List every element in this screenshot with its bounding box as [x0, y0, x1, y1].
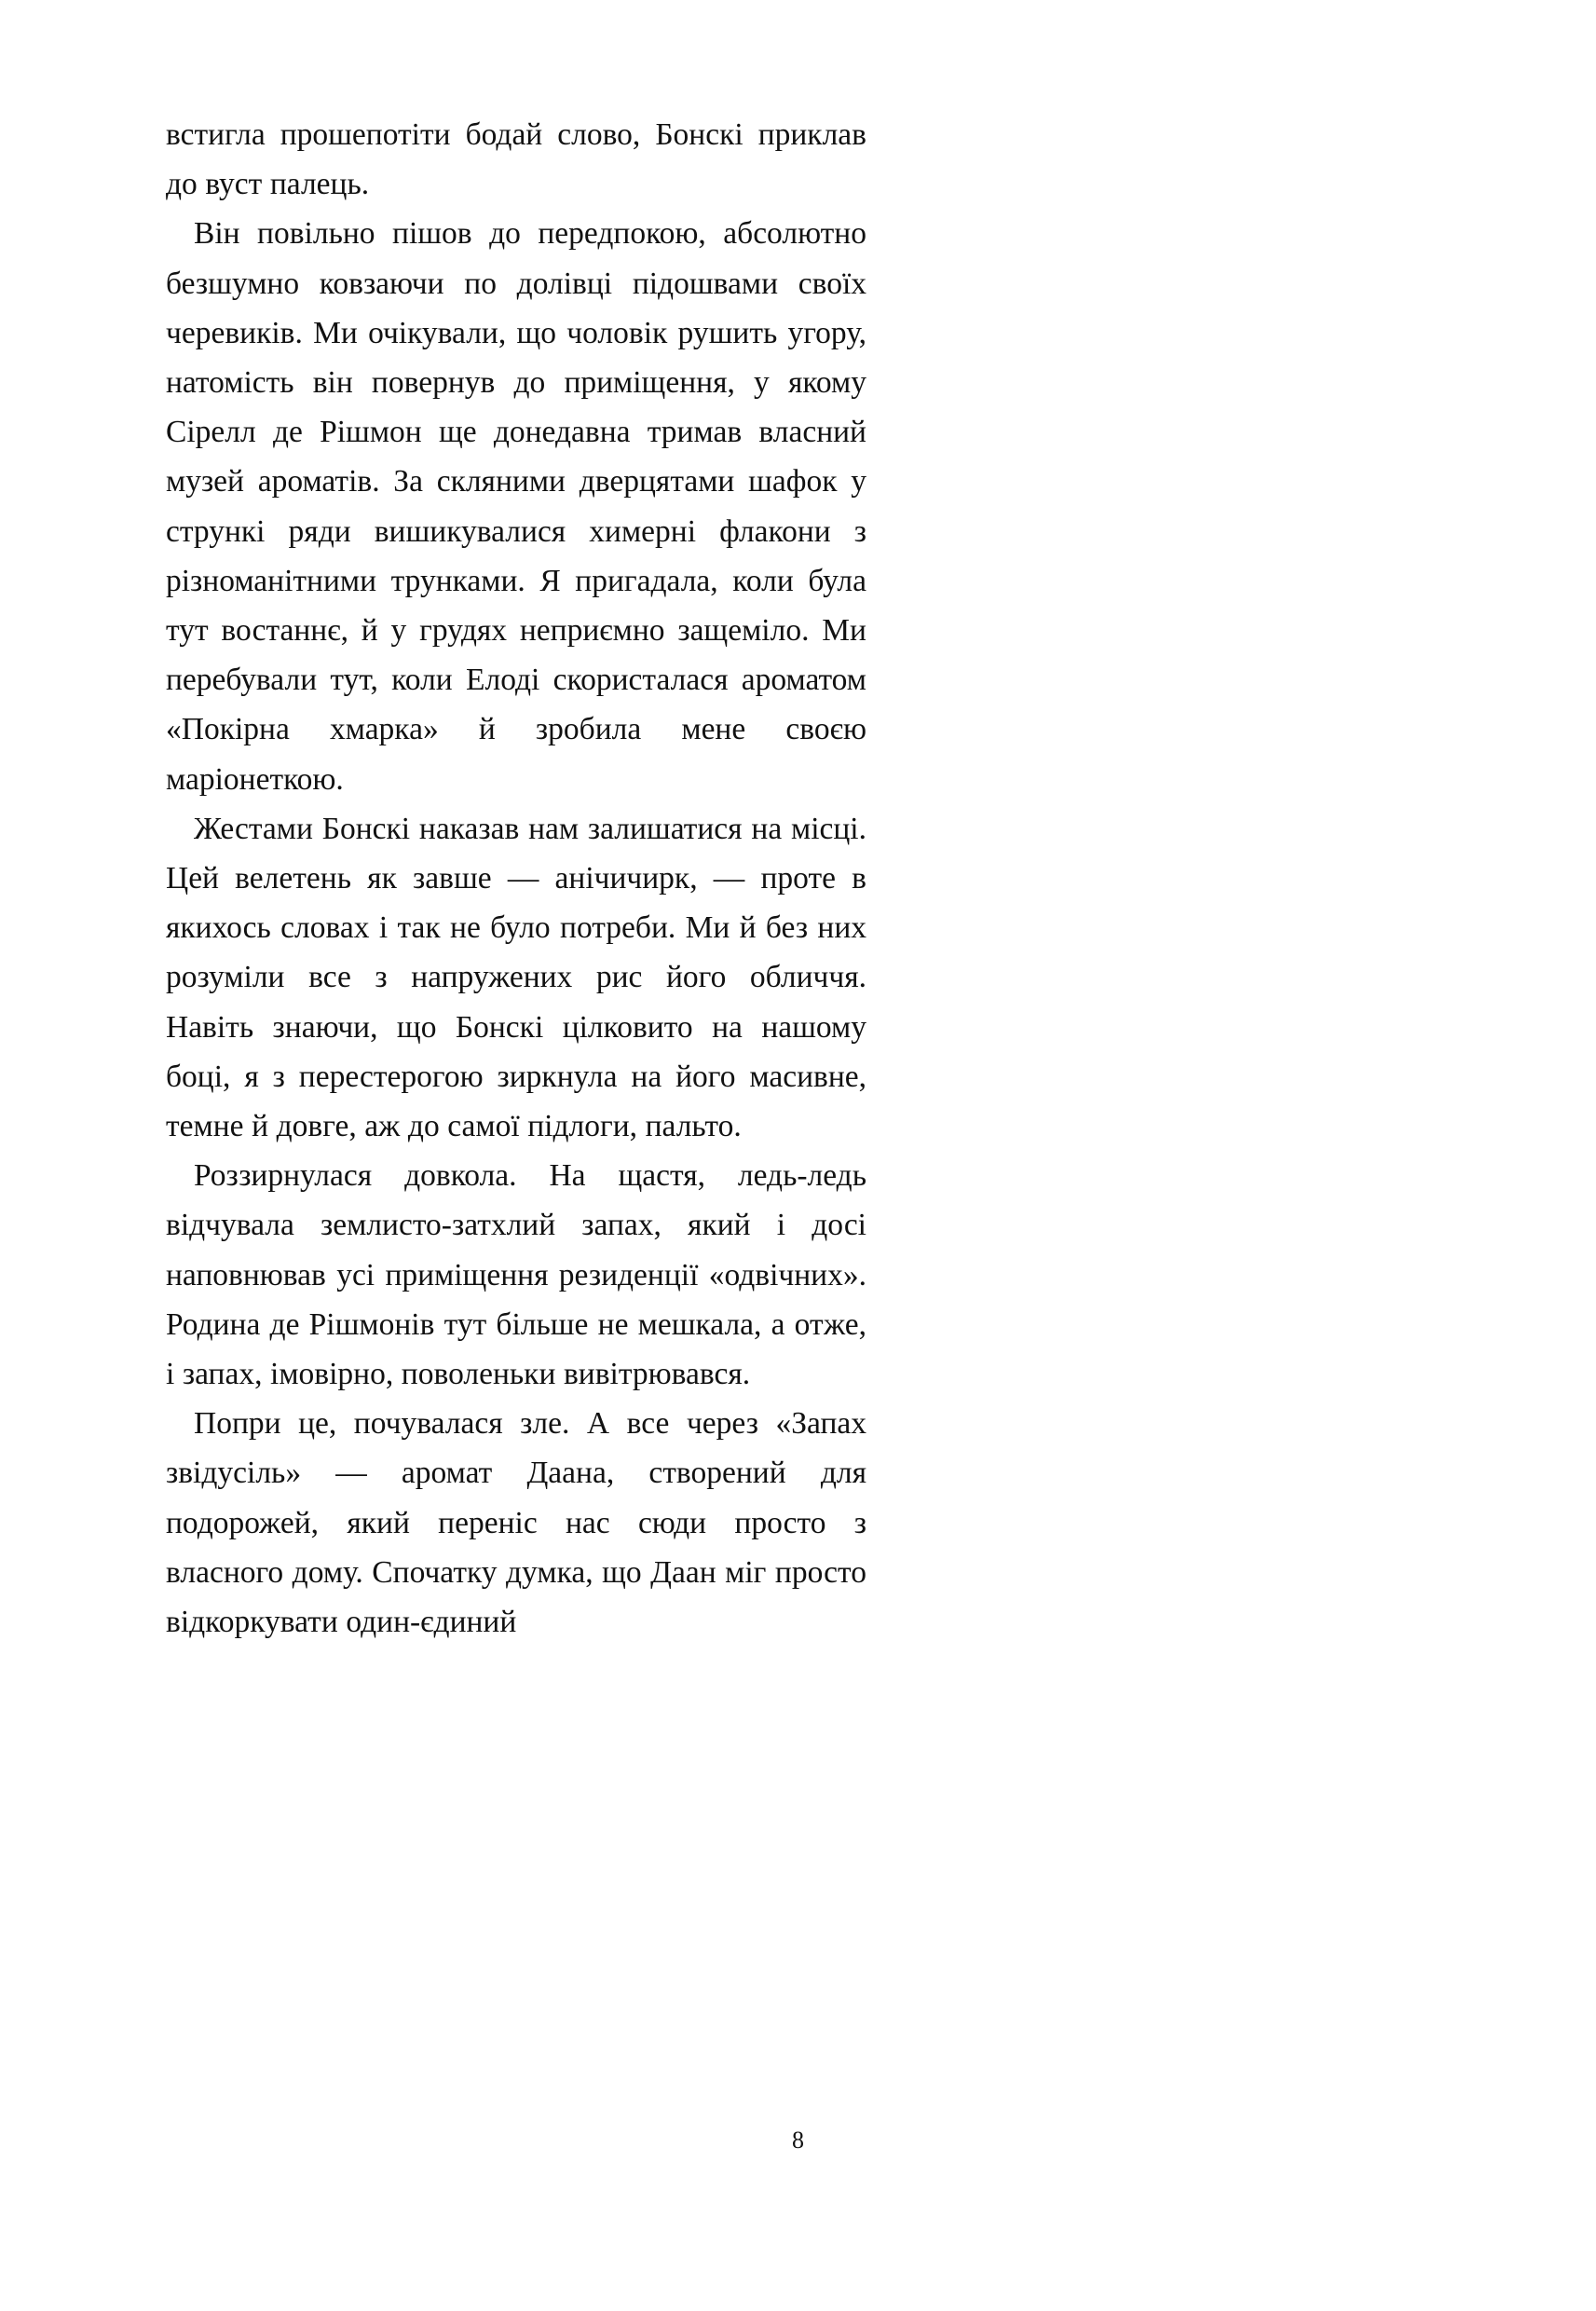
paragraph-5: Попри це, почувалася зле. А все через «Запах звідусіль» — аромат Даана, створений для подорожей, який переніс нас сюди просто з власного дому. Спочатку думка, що Даан міг просто відкоркувати один-єдиний [166, 1406, 866, 1640]
paragraph-3: Жестами Бонскі наказав нам залишатися на місці. Цей велетень як завше — анічичирк, — проте в якихось словах і так не було потреби. Ми й без них розуміли все з напружених рис його обличчя. Навіть знаючи, що Бонскі цілковито на нашому боці, я з перестерогою зиркнула на його масивне, темне й довге, аж до самої підлоги, пальто. [166, 811, 866, 1144]
paragraph-1: встигла прошепотіти бодай слово, Бонскі приклав до вуст палець. [166, 117, 866, 202]
page-text-block [166, 110, 866, 1647]
paragraph-4: Роззирнулася довкола. На щастя, ледь-ледь відчувала землисто-затхлий запах, який і досі наповнював усі приміщення резиденції «одвічних». Родина де Рішмонів тут більше не мешкала, а отже, і запах, імовірно, поволеньки вивітрювався. [166, 1158, 866, 1392]
paragraph-2: Він повільно пішов до передпокою, абсолютно безшумно ковзаючи по долівці підошвами своїх черевиків. Ми очікували, що чоловік рушить угору, натомість він повернув до приміщення, у якому Сірелл де Рішмон ще донедавна тримав власний музей ароматів. За скляними дверцятами шафок у стрункі ряди вишикувалися химерні флакони з різноманітними трунками. Я пригадала, коли була тут востаннє, й у грудях неприємно защеміло. Ми перебували тут, коли Елоді скористалася ароматом «Покірна хмарка» й зробила мене своєю маріонеткою. [166, 216, 866, 797]
page-number: 8 [792, 2126, 804, 2154]
